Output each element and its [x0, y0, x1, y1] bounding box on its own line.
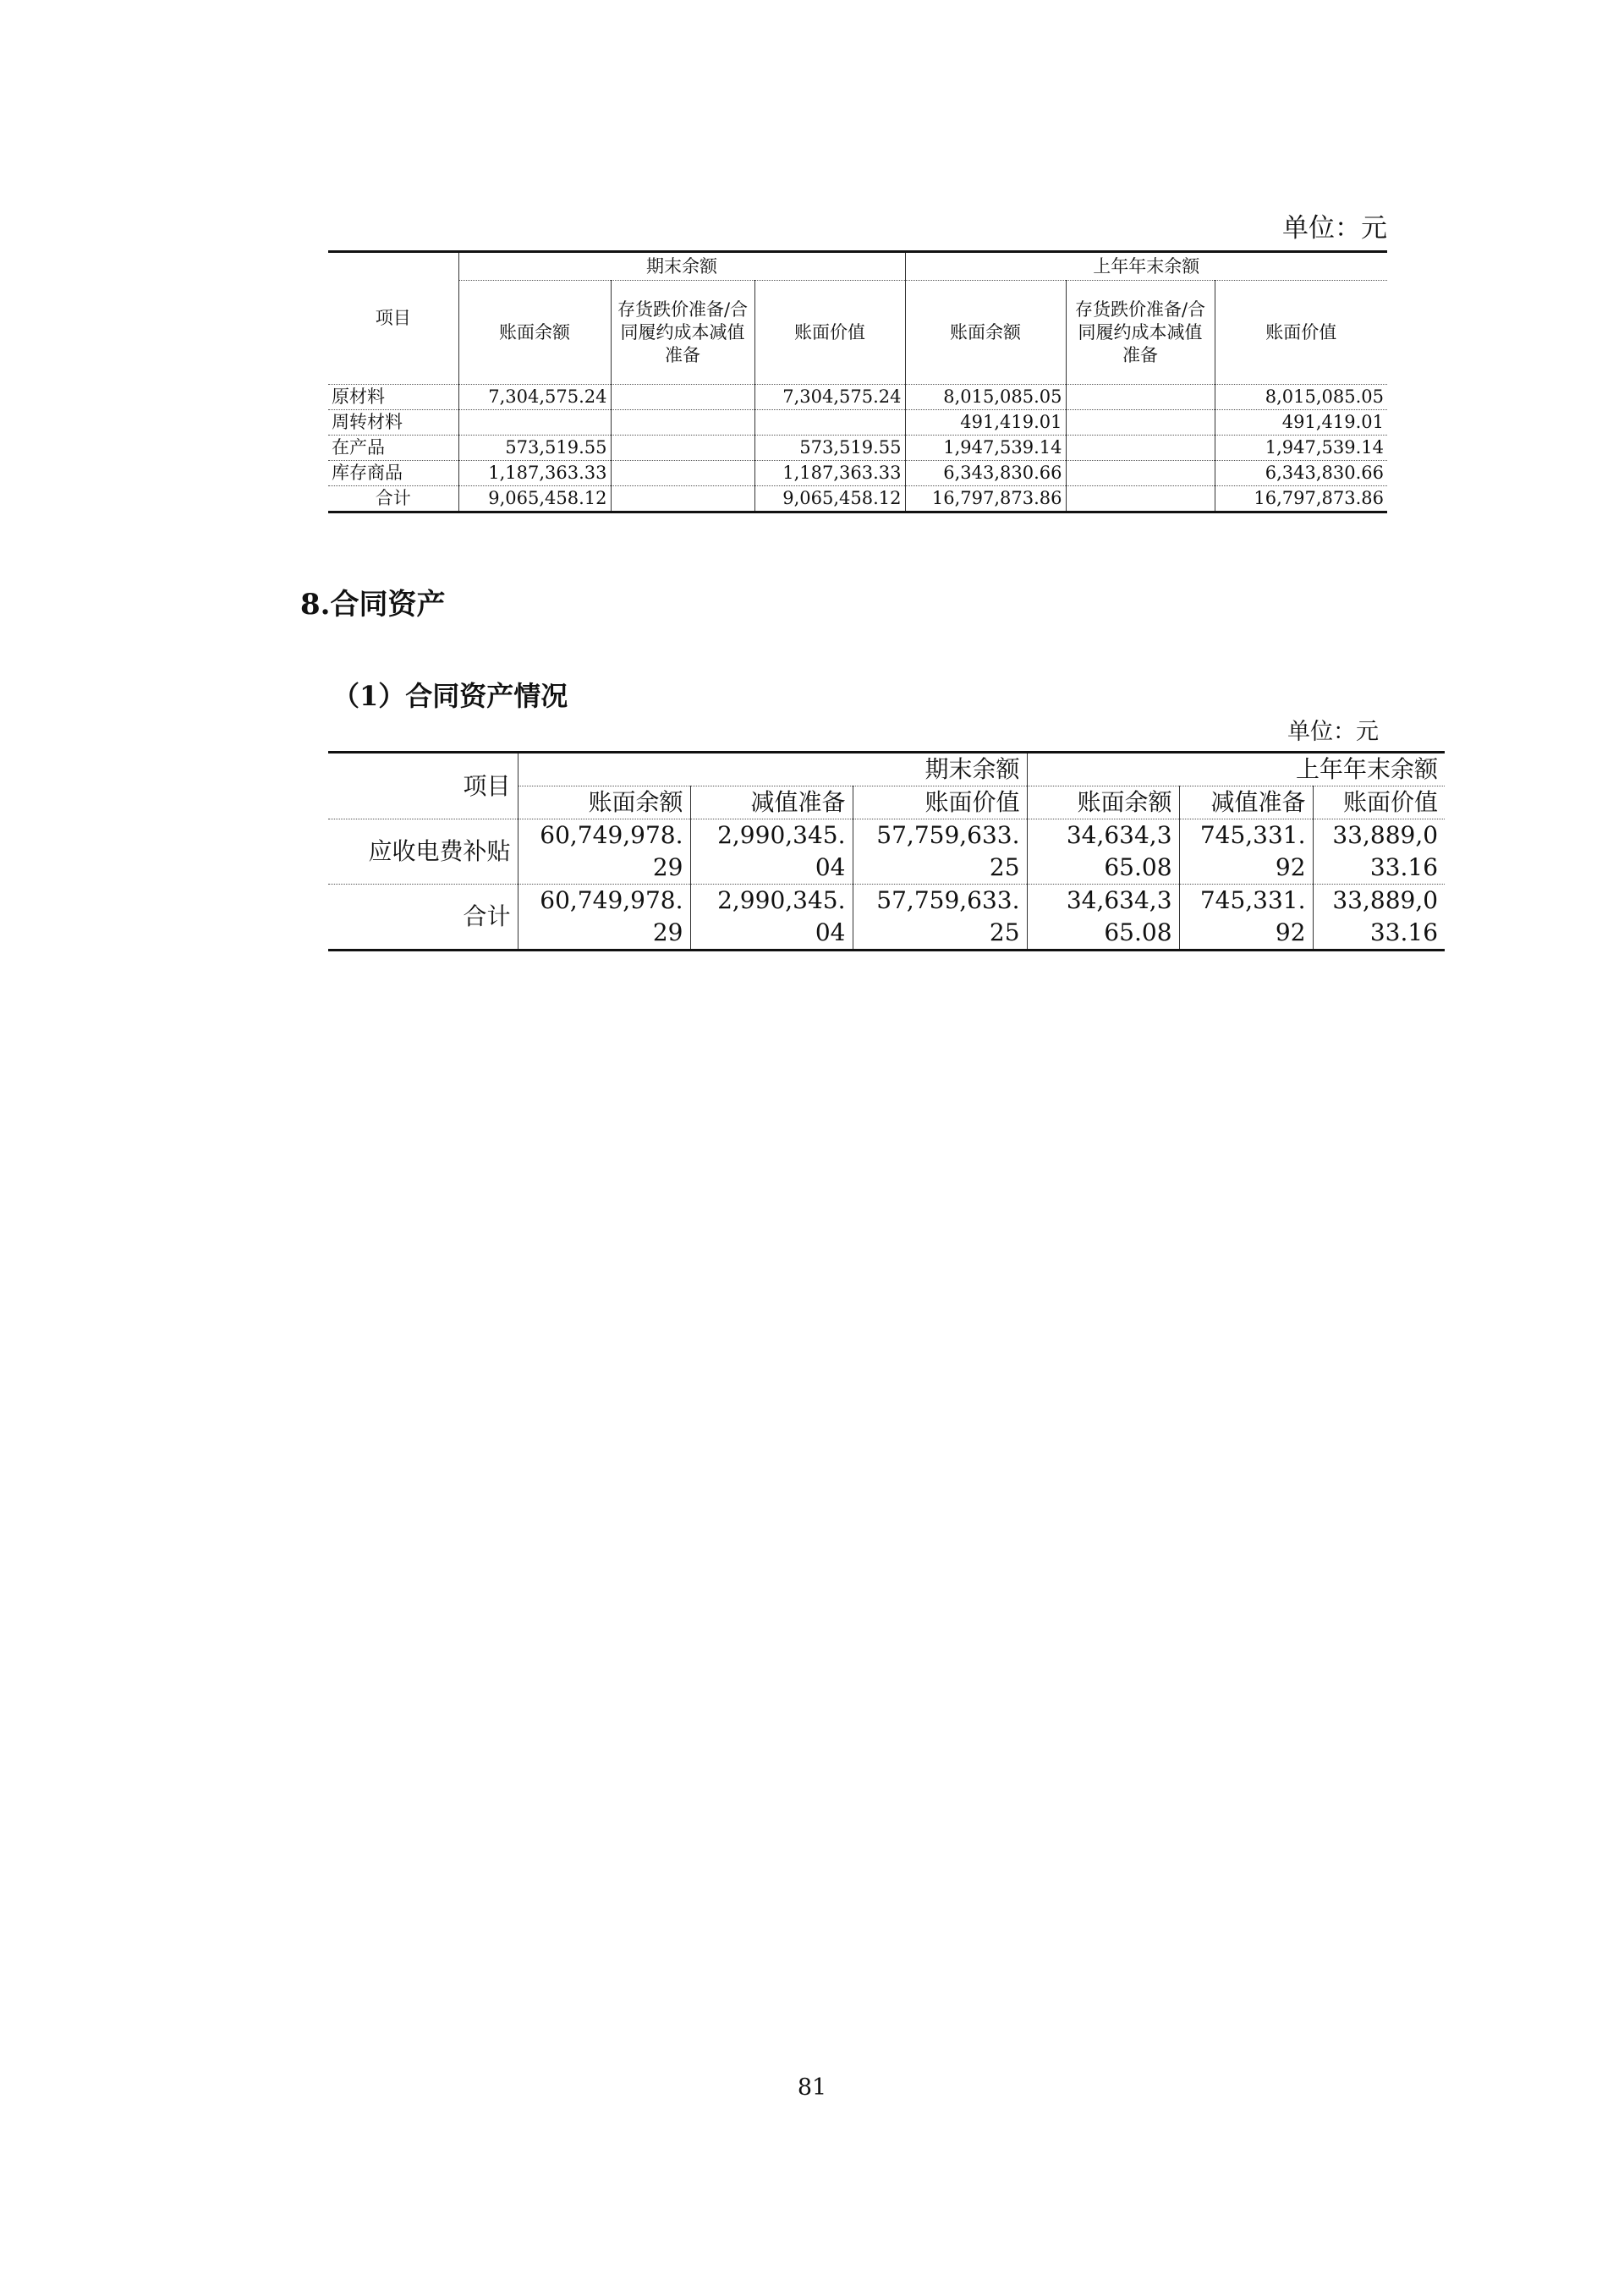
row-label: 原材料	[328, 385, 458, 410]
cell-line: 33.16	[1369, 853, 1439, 881]
cell-prev-value	[1313, 819, 1445, 885]
header-provision: 存货跌价准备/合同履约成本减值准备	[611, 281, 754, 385]
header-book-value: 账面价值	[754, 281, 905, 385]
cell-prev-balance: 6,343,830.66	[905, 461, 1066, 486]
row-label: 周转材料	[328, 410, 458, 436]
cell-end-provision	[611, 385, 754, 410]
cell-end-value	[853, 885, 1027, 951]
header-book-value: 账面价值	[853, 786, 1027, 819]
cell-line: 33,889,0	[1332, 886, 1439, 914]
cell-line: 65.08	[1104, 853, 1172, 881]
cell-line: 60,749,978.	[540, 821, 683, 849]
header-impairment: 减值准备	[690, 786, 853, 819]
table-row-total	[328, 885, 1445, 951]
cell-line: 745,331.	[1199, 821, 1306, 849]
contract-asset-table	[328, 751, 1445, 951]
header-book-value: 账面价值	[1313, 786, 1445, 819]
cell-prev-value: 6,343,830.66	[1215, 461, 1387, 486]
cell-end-value: 1,187,363.33	[754, 461, 905, 486]
cell-prev-value: 16,797,873.86	[1215, 486, 1387, 512]
cell-prev-balance	[1027, 885, 1179, 951]
cell-prev-value: 491,419.01	[1215, 410, 1387, 436]
cell-end-balance	[458, 410, 611, 436]
unit-label: 单位：元	[1287, 719, 1379, 745]
header-group-prev: 上年年末余额	[905, 252, 1387, 281]
row-label: 合计	[328, 885, 518, 951]
table-row	[328, 436, 1387, 461]
cell-line: 92	[1275, 853, 1306, 881]
cell-line: 2,990,345.	[717, 821, 846, 849]
cell-prev-provision	[1066, 436, 1215, 461]
cell-end-provision	[611, 461, 754, 486]
cell-prev-impairment	[1179, 819, 1313, 885]
header-group-prev: 上年年末余额	[1027, 753, 1445, 786]
table-row	[328, 385, 1387, 410]
header-book-value: 账面价值	[1215, 281, 1387, 385]
section-heading: 8.合同资产	[300, 588, 446, 622]
cell-line: 25	[989, 918, 1020, 946]
page-number: 81	[797, 2074, 827, 2101]
cell-line: 57,759,633.	[876, 821, 1020, 849]
header-book-balance: 账面余额	[905, 281, 1066, 385]
cell-line: 04	[815, 918, 846, 946]
cell-line: 34,634,3	[1066, 886, 1172, 914]
cell-line: 29	[652, 853, 683, 881]
cell-end-balance: 7,304,575.24	[458, 385, 611, 410]
unit-label: 单位：元	[1282, 213, 1387, 244]
cell-end-value: 7,304,575.24	[754, 385, 905, 410]
table-row-total	[328, 486, 1387, 512]
header-group-end: 期末余额	[458, 252, 905, 281]
cell-end-provision	[611, 410, 754, 436]
inventory-table	[328, 250, 1387, 513]
cell-end-balance	[518, 819, 690, 885]
cell-prev-balance: 8,015,085.05	[905, 385, 1066, 410]
cell-end-provision	[611, 436, 754, 461]
row-label: 库存商品	[328, 461, 458, 486]
cell-prev-provision	[1066, 385, 1215, 410]
header-item: 项目	[328, 252, 458, 385]
cell-line: 33.16	[1369, 918, 1439, 946]
cell-line: 2,990,345.	[717, 886, 846, 914]
header-group-end: 期末余额	[518, 753, 1027, 786]
header-provision: 存货跌价准备/合同履约成本减值准备	[1066, 281, 1215, 385]
cell-prev-balance: 491,419.01	[905, 410, 1066, 436]
row-label: 在产品	[328, 436, 458, 461]
cell-prev-balance: 1,947,539.14	[905, 436, 1066, 461]
cell-end-value: 9,065,458.12	[754, 486, 905, 512]
cell-end-value	[853, 819, 1027, 885]
header-book-balance: 账面余额	[518, 786, 690, 819]
row-label: 应收电费补贴	[328, 819, 518, 885]
cell-prev-provision	[1066, 461, 1215, 486]
cell-end-value: 573,519.55	[754, 436, 905, 461]
cell-line: 04	[815, 853, 846, 881]
cell-end-balance: 9,065,458.12	[458, 486, 611, 512]
cell-end-impairment	[690, 819, 853, 885]
cell-end-value	[754, 410, 905, 436]
header-item: 项目	[328, 753, 518, 819]
cell-end-provision	[611, 486, 754, 512]
cell-prev-value	[1313, 885, 1445, 951]
table-row	[328, 410, 1387, 436]
cell-prev-provision	[1066, 410, 1215, 436]
subsection-heading: （1）合同资产情况	[332, 680, 568, 712]
cell-line: 92	[1275, 918, 1306, 946]
cell-end-balance	[518, 885, 690, 951]
header-book-balance: 账面余额	[1027, 786, 1179, 819]
cell-line: 33,889,0	[1332, 821, 1439, 849]
cell-line: 57,759,633.	[876, 886, 1020, 914]
cell-prev-impairment	[1179, 885, 1313, 951]
cell-line: 65.08	[1104, 918, 1172, 946]
cell-prev-balance: 16,797,873.86	[905, 486, 1066, 512]
table-row	[328, 461, 1387, 486]
cell-prev-provision	[1066, 486, 1215, 512]
cell-prev-value: 8,015,085.05	[1215, 385, 1387, 410]
header-book-balance: 账面余额	[458, 281, 611, 385]
cell-line: 34,634,3	[1066, 821, 1172, 849]
cell-end-impairment	[690, 885, 853, 951]
cell-prev-balance	[1027, 819, 1179, 885]
row-label: 合计	[328, 486, 458, 512]
cell-line: 25	[989, 853, 1020, 881]
cell-line: 745,331.	[1199, 886, 1306, 914]
header-impairment: 减值准备	[1179, 786, 1313, 819]
table-row	[328, 819, 1445, 885]
cell-line: 60,749,978.	[540, 886, 683, 914]
cell-end-balance: 573,519.55	[458, 436, 611, 461]
cell-prev-value: 1,947,539.14	[1215, 436, 1387, 461]
cell-end-balance: 1,187,363.33	[458, 461, 611, 486]
cell-line: 29	[652, 918, 683, 946]
